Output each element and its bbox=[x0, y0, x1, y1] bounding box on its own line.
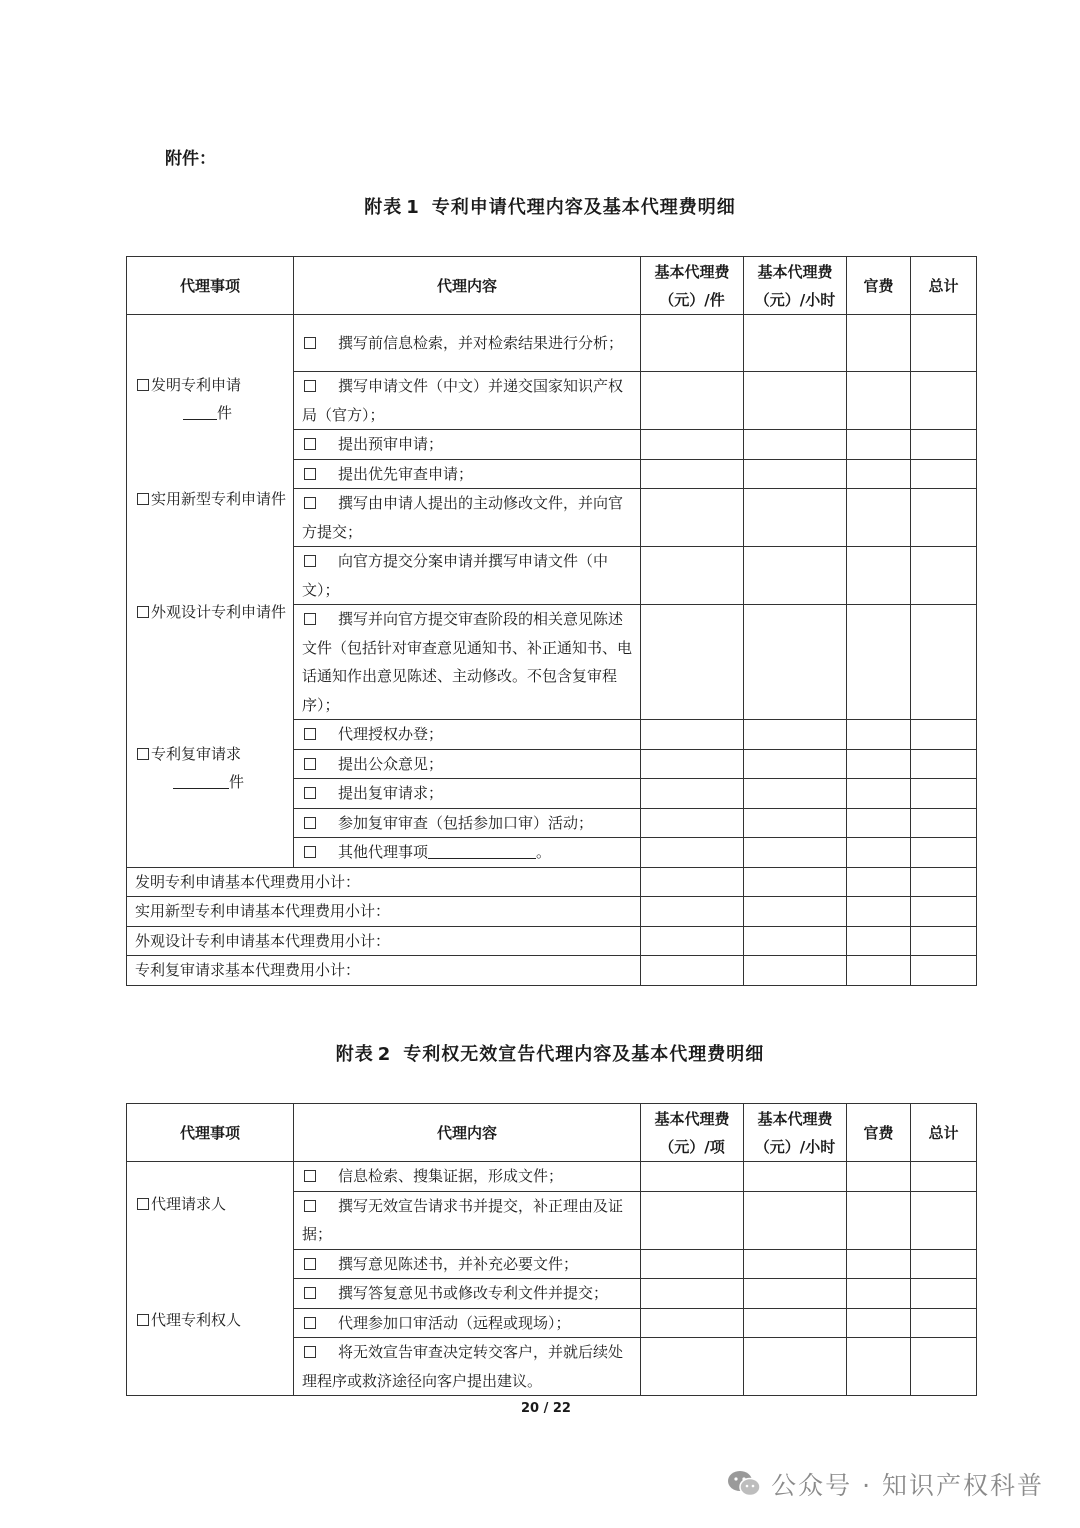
fee-cell[interactable] bbox=[641, 808, 744, 838]
content-cell: 其他代理事项 。 bbox=[294, 838, 641, 868]
fee-cell[interactable] bbox=[641, 838, 744, 868]
table2-title-prefix: 附表 bbox=[335, 1044, 374, 1065]
header-fee-per-hour: 基本代理费 （元）/小时 bbox=[744, 1104, 847, 1162]
fee-cell[interactable] bbox=[911, 749, 977, 779]
fee-cell[interactable] bbox=[911, 779, 977, 809]
fee-cell[interactable] bbox=[744, 926, 847, 956]
fee-cell[interactable] bbox=[847, 956, 911, 986]
fee-cell[interactable] bbox=[744, 1279, 847, 1309]
checkbox[interactable] bbox=[304, 380, 316, 392]
header-official-fee: 官费 bbox=[847, 1104, 911, 1162]
fee-cell[interactable] bbox=[744, 605, 847, 720]
subtotal-label: 外观设计专利申请基本代理费用小计： bbox=[127, 926, 641, 956]
fee-cell[interactable] bbox=[744, 808, 847, 838]
checkbox[interactable] bbox=[304, 438, 316, 450]
fee-cell[interactable] bbox=[641, 749, 744, 779]
fee-cell[interactable] bbox=[744, 720, 847, 750]
fee-cell[interactable] bbox=[641, 1279, 744, 1309]
fee-cell[interactable] bbox=[744, 1162, 847, 1192]
fee-cell[interactable] bbox=[641, 1191, 744, 1249]
table1-title-text: 专利申请代理内容及基本代理费明细 bbox=[431, 197, 736, 218]
fee-cell[interactable] bbox=[911, 1249, 977, 1279]
table1-item-cell bbox=[127, 315, 294, 868]
fee-cell[interactable] bbox=[641, 1249, 744, 1279]
fee-cell[interactable] bbox=[744, 897, 847, 927]
fee-table-2 bbox=[126, 1103, 977, 1396]
subtotal-row bbox=[127, 867, 977, 897]
fee-table-1 bbox=[126, 256, 977, 986]
fee-cell[interactable] bbox=[641, 605, 744, 720]
table2-item-cell bbox=[127, 1162, 294, 1396]
checkbox[interactable] bbox=[304, 1346, 316, 1358]
subtotal-label: 专利复审请求基本代理费用小计： bbox=[127, 956, 641, 986]
page-number: 20 / 22 bbox=[521, 1401, 571, 1416]
header-content: 代理内容 bbox=[294, 257, 641, 315]
fee-cell[interactable] bbox=[911, 372, 977, 430]
checkbox[interactable] bbox=[304, 497, 316, 509]
wechat-icon bbox=[727, 1470, 761, 1498]
header-fee-per-hour: 基本代理费 （元）/小时 bbox=[744, 257, 847, 315]
content-cell: 撰写前信息检索，并对检索结果进行分析； bbox=[294, 315, 641, 372]
fee-cell[interactable] bbox=[744, 749, 847, 779]
fee-cell[interactable] bbox=[847, 1191, 911, 1249]
other-items-blank[interactable] bbox=[428, 842, 536, 859]
fee-cell[interactable] bbox=[847, 808, 911, 838]
watermark bbox=[727, 1466, 1044, 1502]
fee-cell[interactable] bbox=[911, 808, 977, 838]
fee-cell[interactable] bbox=[641, 720, 744, 750]
item-utility: 实用新型专利申请件 bbox=[137, 485, 287, 513]
fee-cell[interactable] bbox=[847, 867, 911, 897]
fee-cell[interactable] bbox=[641, 956, 744, 986]
subtotal-label: 发明专利申请基本代理费用小计： bbox=[127, 867, 641, 897]
fee-cell[interactable] bbox=[847, 1162, 911, 1192]
fee-cell[interactable] bbox=[911, 926, 977, 956]
fee-cell[interactable] bbox=[744, 838, 847, 868]
table-row bbox=[127, 315, 977, 372]
fee-cell[interactable] bbox=[641, 430, 744, 460]
fee-cell[interactable] bbox=[641, 1338, 744, 1396]
fee-cell[interactable] bbox=[641, 1308, 744, 1338]
fee-cell[interactable] bbox=[744, 489, 847, 547]
fee-cell[interactable] bbox=[744, 1249, 847, 1279]
item-requester: 代理请求人 bbox=[137, 1190, 226, 1218]
fee-cell[interactable] bbox=[911, 547, 977, 605]
fee-cell[interactable] bbox=[911, 1338, 977, 1396]
checkbox[interactable] bbox=[304, 613, 316, 625]
subtotal-label: 实用新型专利申请基本代理费用小计： bbox=[127, 897, 641, 927]
subtotal-row bbox=[127, 926, 977, 956]
checkbox[interactable] bbox=[304, 1200, 316, 1212]
content-cell: 提出优先审查申请； bbox=[294, 459, 641, 489]
header-total: 总计 bbox=[911, 257, 977, 315]
fee-cell[interactable] bbox=[641, 547, 744, 605]
checkbox[interactable] bbox=[304, 817, 316, 829]
fee-cell[interactable] bbox=[641, 897, 744, 927]
checkbox[interactable] bbox=[304, 758, 316, 770]
item-design: 外观设计专利申请件 bbox=[137, 598, 287, 626]
table1-header-row bbox=[127, 257, 977, 315]
item-reexam: 专利复审请求 件 bbox=[137, 740, 244, 796]
content-cell: 撰写并向官方提交审查阶段的相关意见陈述文件（包括针对审查意见通知书、补正通知书、电话通知作出意见陈述、主动修改。不包含复审程序）； bbox=[294, 605, 641, 720]
fee-cell[interactable] bbox=[847, 547, 911, 605]
content-cell: 代理授权办登； bbox=[294, 720, 641, 750]
fee-cell[interactable] bbox=[641, 779, 744, 809]
header-content: 代理内容 bbox=[294, 1104, 641, 1162]
table2-header-row bbox=[127, 1104, 977, 1162]
fee-cell[interactable] bbox=[847, 779, 911, 809]
fee-cell[interactable] bbox=[847, 489, 911, 547]
fee-cell[interactable] bbox=[911, 430, 977, 460]
fee-cell[interactable] bbox=[847, 1308, 911, 1338]
header-item: 代理事项 bbox=[127, 1104, 294, 1162]
table2-title bbox=[0, 1040, 1080, 1066]
checkbox[interactable] bbox=[304, 728, 316, 740]
fee-cell[interactable] bbox=[744, 779, 847, 809]
checkbox[interactable] bbox=[304, 1287, 316, 1299]
content-cell: 提出公众意见； bbox=[294, 749, 641, 779]
table1-title bbox=[0, 193, 1080, 219]
watermark-text: 公众号 · 知识产权科普 bbox=[771, 1471, 1044, 1500]
fee-cell[interactable] bbox=[847, 605, 911, 720]
fee-cell[interactable] bbox=[744, 1338, 847, 1396]
fee-cell[interactable] bbox=[911, 1162, 977, 1192]
fee-cell[interactable] bbox=[847, 749, 911, 779]
fee-cell[interactable] bbox=[641, 315, 744, 372]
checkbox[interactable] bbox=[304, 787, 316, 799]
content-cell: 提出预审申请； bbox=[294, 430, 641, 460]
fee-cell[interactable] bbox=[641, 459, 744, 489]
header-total: 总计 bbox=[911, 1104, 977, 1162]
fee-cell[interactable] bbox=[847, 430, 911, 460]
fee-cell[interactable] bbox=[847, 1279, 911, 1309]
fee-cell[interactable] bbox=[847, 838, 911, 868]
fee-cell[interactable] bbox=[911, 897, 977, 927]
table-row bbox=[127, 1162, 977, 1192]
fee-cell[interactable] bbox=[847, 315, 911, 372]
content-cell: 撰写由申请人提出的主动修改文件，并向官方提交； bbox=[294, 489, 641, 547]
item-invention: 发明专利申请 件 bbox=[137, 371, 241, 427]
fee-cell[interactable] bbox=[847, 1338, 911, 1396]
checkbox[interactable] bbox=[304, 1170, 316, 1182]
fee-cell[interactable] bbox=[911, 605, 977, 720]
content-cell: 撰写无效宣告请求书并提交，补正理由及证据； bbox=[294, 1191, 641, 1249]
fee-cell[interactable] bbox=[911, 315, 977, 372]
fee-cell[interactable] bbox=[744, 547, 847, 605]
content-cell: 撰写意见陈述书，并补充必要文件； bbox=[294, 1249, 641, 1279]
content-cell: 代理参加口审活动（远程或现场）； bbox=[294, 1308, 641, 1338]
checkbox[interactable] bbox=[137, 379, 149, 391]
fee-cell[interactable] bbox=[744, 459, 847, 489]
fee-cell[interactable] bbox=[911, 1279, 977, 1309]
fee-cell[interactable] bbox=[911, 489, 977, 547]
checkbox[interactable] bbox=[137, 1314, 149, 1326]
attachment-label: 附件： bbox=[165, 149, 216, 169]
fee-cell[interactable] bbox=[911, 720, 977, 750]
checkbox[interactable] bbox=[304, 1258, 316, 1270]
checkbox[interactable] bbox=[137, 748, 149, 760]
fee-cell[interactable] bbox=[744, 430, 847, 460]
content-cell: 撰写申请文件（中文）并递交国家知识产权局（官方）； bbox=[294, 372, 641, 430]
fee-cell[interactable] bbox=[911, 956, 977, 986]
content-cell: 信息检索、搜集证据，形成文件； bbox=[294, 1162, 641, 1192]
content-cell: 撰写答复意见书或修改专利文件并提交； bbox=[294, 1279, 641, 1309]
item-patentee: 代理专利权人 bbox=[137, 1306, 241, 1334]
fee-cell[interactable] bbox=[641, 926, 744, 956]
fee-cell[interactable] bbox=[744, 372, 847, 430]
content-cell: 提出复审请求； bbox=[294, 779, 641, 809]
header-fee-per-item: 基本代理费 （元）/项 bbox=[641, 1104, 744, 1162]
checkbox[interactable] bbox=[304, 337, 316, 349]
fee-cell[interactable] bbox=[911, 459, 977, 489]
fee-cell[interactable] bbox=[744, 956, 847, 986]
fee-cell[interactable] bbox=[911, 1308, 977, 1338]
checkbox[interactable] bbox=[137, 1198, 149, 1210]
fee-cell[interactable] bbox=[641, 1162, 744, 1192]
fee-cell[interactable] bbox=[744, 1191, 847, 1249]
header-fee-per-piece: 基本代理费 （元）/件 bbox=[641, 257, 744, 315]
checkbox[interactable] bbox=[137, 606, 149, 618]
checkbox[interactable] bbox=[304, 846, 316, 858]
fee-cell[interactable] bbox=[847, 926, 911, 956]
fee-cell[interactable] bbox=[847, 459, 911, 489]
fee-cell[interactable] bbox=[641, 489, 744, 547]
fee-cell[interactable] bbox=[744, 867, 847, 897]
table2-title-text: 专利权无效宣告代理内容及基本代理费明细 bbox=[403, 1044, 765, 1065]
fee-cell[interactable] bbox=[641, 372, 744, 430]
fee-cell[interactable] bbox=[847, 897, 911, 927]
content-cell: 向官方提交分案申请并撰写申请文件（中文）； bbox=[294, 547, 641, 605]
fee-cell[interactable] bbox=[744, 315, 847, 372]
table2-title-num: 2 bbox=[377, 1044, 392, 1065]
table1-title-prefix: 附表 bbox=[364, 197, 403, 218]
content-cell: 参加复审审查（包括参加口审）活动； bbox=[294, 808, 641, 838]
checkbox[interactable] bbox=[304, 468, 316, 480]
checkbox[interactable] bbox=[304, 555, 316, 567]
fee-cell[interactable] bbox=[911, 1191, 977, 1249]
header-official-fee: 官费 bbox=[847, 257, 911, 315]
checkbox[interactable] bbox=[304, 1317, 316, 1329]
subtotal-row bbox=[127, 956, 977, 986]
fee-cell[interactable] bbox=[911, 867, 977, 897]
fee-cell[interactable] bbox=[641, 867, 744, 897]
fee-cell[interactable] bbox=[911, 838, 977, 868]
subtotal-row bbox=[127, 897, 977, 927]
fee-cell[interactable] bbox=[847, 720, 911, 750]
checkbox[interactable] bbox=[137, 493, 149, 505]
table1-title-num: 1 bbox=[406, 197, 420, 218]
fee-cell[interactable] bbox=[847, 1249, 911, 1279]
content-cell: 将无效宣告审查决定转交客户，并就后续处理程序或救济途径向客户提出建议。 bbox=[294, 1338, 641, 1396]
fee-cell[interactable] bbox=[847, 372, 911, 430]
header-item: 代理事项 bbox=[127, 257, 294, 315]
fee-cell[interactable] bbox=[744, 1308, 847, 1338]
